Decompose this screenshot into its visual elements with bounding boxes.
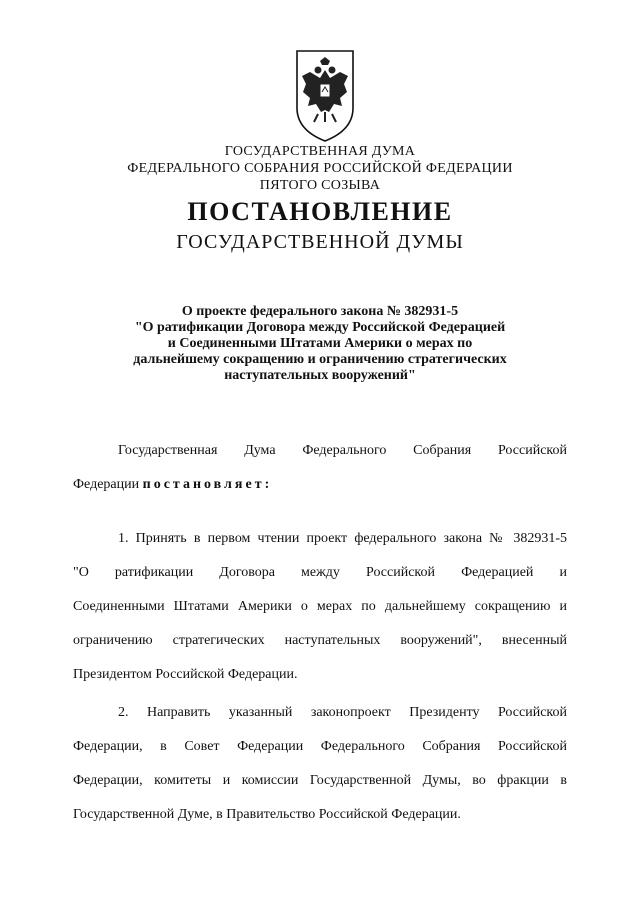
document-subtitle: ГОСУДАРСТВЕННОЙ ДУМЫ: [176, 231, 464, 253]
subject-line: О проекте федерального закона № 382931-5: [181, 304, 459, 319]
subject-line: дальнейшему сокращению и ограничению стратегических: [133, 352, 507, 367]
paragraph-1-line: ограничению стратегических наступательных вооружений", внесенный: [73, 633, 567, 648]
paragraph-1-line: 1. Принять в первом чтении проект федерального закона № 382931-5: [118, 531, 567, 546]
intro-line-start: Федерации: [73, 477, 140, 492]
intro-line-ending: [73, 477, 567, 493]
russian-coat-of-arms-icon: [294, 48, 356, 144]
document-title: ПОСТАНОВЛЕНИЕ: [187, 197, 453, 226]
subject-line: наступательных вооружений": [224, 368, 416, 383]
org-name-line2: ФЕДЕРАЛЬНОГО СОБРАНИЯ РОССИЙСКОЙ ФЕДЕРАЦИИ: [127, 161, 513, 176]
paragraph-2-line: Федерации, в Совет Федерации Федерального Собрания Российской: [73, 739, 567, 754]
paragraph-2-line: Государственной Думе, в Правительство Российской Федерации.: [73, 807, 461, 822]
paragraph-2-line: 2. Направить указанный законопроект Президенту Российской: [118, 705, 567, 720]
subject-line: "О ратификации Договора между Российской Федерацией: [134, 320, 506, 335]
paragraph-1-line: Президентом Российской Федерации.: [73, 667, 298, 682]
subject-line: и Соединенными Штатами Америки о мерах по: [167, 336, 473, 351]
paragraph-1-line: "О ратификации Договора между Российской Федерацией и: [73, 565, 567, 580]
paragraph-1-line: Соединенными Штатами Америки о мерах по дальнейшему сокращению и: [73, 599, 567, 614]
org-name-line1: ГОСУДАРСТВЕННАЯ ДУМА: [224, 144, 416, 159]
paragraph-2-line: Федерации, комитеты и комиссии Государственной Думы, во фракции в: [73, 773, 567, 788]
intro-line: Государственная Дума Федерального Собрания Российской: [118, 443, 567, 458]
convocation-line: ПЯТОГО СОЗЫВА: [259, 178, 381, 193]
resolves-word: постановляет:: [142, 477, 273, 492]
